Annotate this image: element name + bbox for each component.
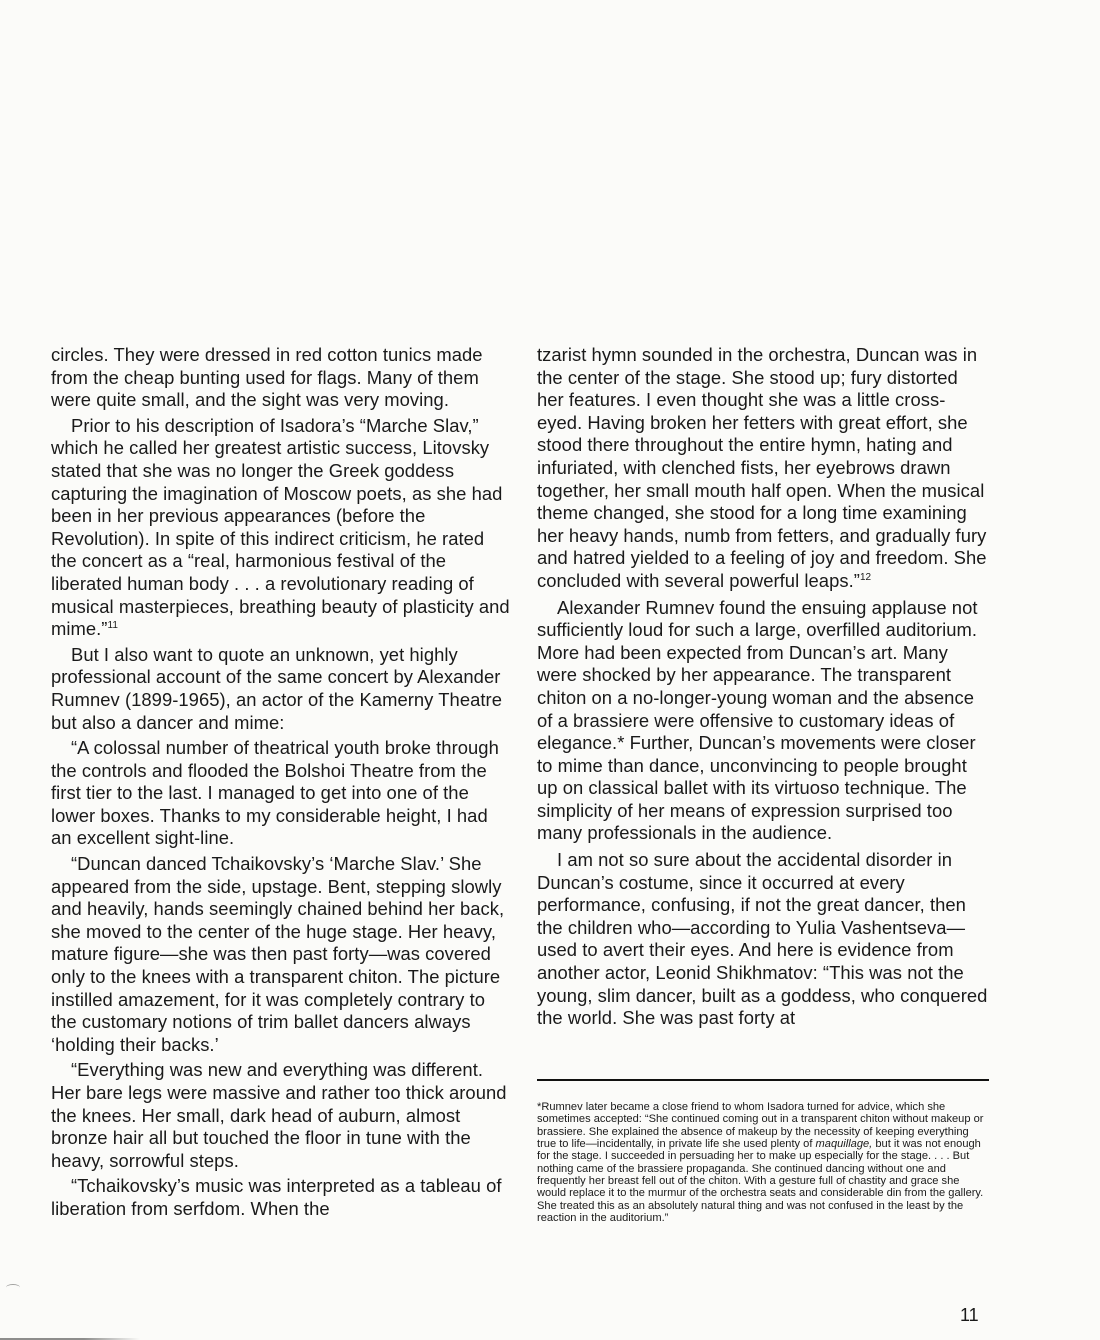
footnote: *Rumnev later became a close friend to whom Isadora turned for advice, which she sometimes accepted: “She continued coming out in a transparent chiton without makeup or brassiere. She explained the absence of makeup by the necessity of keeping everything true to life—incidentally, in private life she used plenty of maquillage, but it was not enough for the stage. I succeeded in persuading her to make up especially for the stage. . . . But nothing came of the brassiere propaganda. She continued dancing without one and frequently her breast fell out of the chiton. With a gesture full of chastity and grace she would replace it to the murmur of the orchestra seats and considerable din from the gallery. She treated this as an absolutely natural thing and was not confused in the least by the reaction in the auditorium.” [537, 1101, 984, 1225]
paragraph: “Everything was new and everything was different. Her bare legs were massive and rather too thick around the knees. Her small, dark head of auburn, almost bronze hair all but touched the floor in tune with the heavy, sorrowful steps. [51, 1059, 507, 1171]
paragraph: I am not so sure about the accidental disorder in Duncan’s costume, since it occurred at every performance, confusing, if not the great dancer, then the children who—according to Yulia Vashentseva—used to avert their eyes. And here is evidence from another actor, Leonid Shikhmatov: “This was not the young, slim dancer, built as a goddess, who conquered the world. She was past forty at [537, 849, 988, 1029]
paragraph: circles. They were dressed in red cotton tunics made from the cheap bunting used for flags. Many of them were quite small, and the sight was very moving. [51, 344, 483, 411]
paragraph: tzarist hymn sounded in the orchestra, Duncan was in the center of the stage. She stood up; fury distorted her features. I even thought she was a little cross-eyed. Having broken her fetters with great effort, she stood there throughout the entire hymn, hating and infuriated, with clenched fists, her eyebrows drawn together, her small mouth half open. When the musical theme changed, she stood for a long time examining her heavy hands, numb from fetters, and gradually fury and hatred yielded to a feeling of joy and freedom. She concluded with several powerful leaps.”$^{12}$ [537, 344, 987, 591]
endnote-marker: 11 [107, 620, 118, 632]
paragraph: But I also want to quote an unknown, yet highly professional account of the same concert by Alexander Rumnev (1899-1965), an actor of the Kamerny Theatre but also a dancer and mime: [51, 643, 502, 733]
left-text-column [51, 344, 513, 1221]
footnote-italic-term: maquillage, [815, 1138, 873, 1151]
paragraph: Prior to his description of Isadora’s “Marche Slav,” which he called her greatest artistic success, Litovsky stated that she was no longer the Greek goddess capturing the imagination of Moscow poets, as she had been in her previous appearances (before the Revolution). In spite of this indirect criticism, he rated the concert as a “real, harmonious festival of the liberated human body . . . a revolutionary reading of musical masterpieces, breathing beauty of plasticity and mime.”$^{11}$ [51, 414, 510, 640]
paragraph: “Tchaikovsky’s music was interpreted as a tableau of liberation from serfdom. When the [51, 1175, 502, 1219]
footnote-divider [537, 1079, 989, 1081]
endnote-marker: 12 [859, 571, 872, 583]
scan-mark [6, 1284, 20, 1291]
page-number: 11 [960, 1305, 979, 1325]
paragraph: Alexander Rumnev found the ensuing applause not sufficiently loud for such a large, overfilled auditorium. More had been expected from Duncan’s art. Many were shocked by her appearance. The transparent chiton on a no-longer-young woman and the absence of a brassiere were offensive to customary ideas of elegance.* Further, Duncan’s movements were closer to mime than dance, unconvincing to people brought up on classical ballet with its virtuoso technique. The simplicity of her means of expression surprised too many professionals in the audience. [537, 596, 978, 844]
paragraph: “A colossal number of theatrical youth broke through the controls and flooded the Bolshoi Theatre from the first tier to the last. I managed to get into one of the lower boxes. Thanks to my considerable height, I had an excellent sight-line. [51, 737, 499, 849]
right-text-column [537, 344, 989, 1030]
paragraph: “Duncan danced Tchaikovsky’s ‘Marche Slav.’ She appeared from the side, upstage. Bent, stepping slowly and heavily, hands seemingly chained behind her back, she moved to the center of the huge stage. Her heavy, mature figure—she was then past forty—was covered only to the knees with a transparent chiton. The picture instilled amazement, for it was completely contrary to the customary notions of trim ballet dancers always ‘holding their backs.’ [51, 853, 505, 1055]
